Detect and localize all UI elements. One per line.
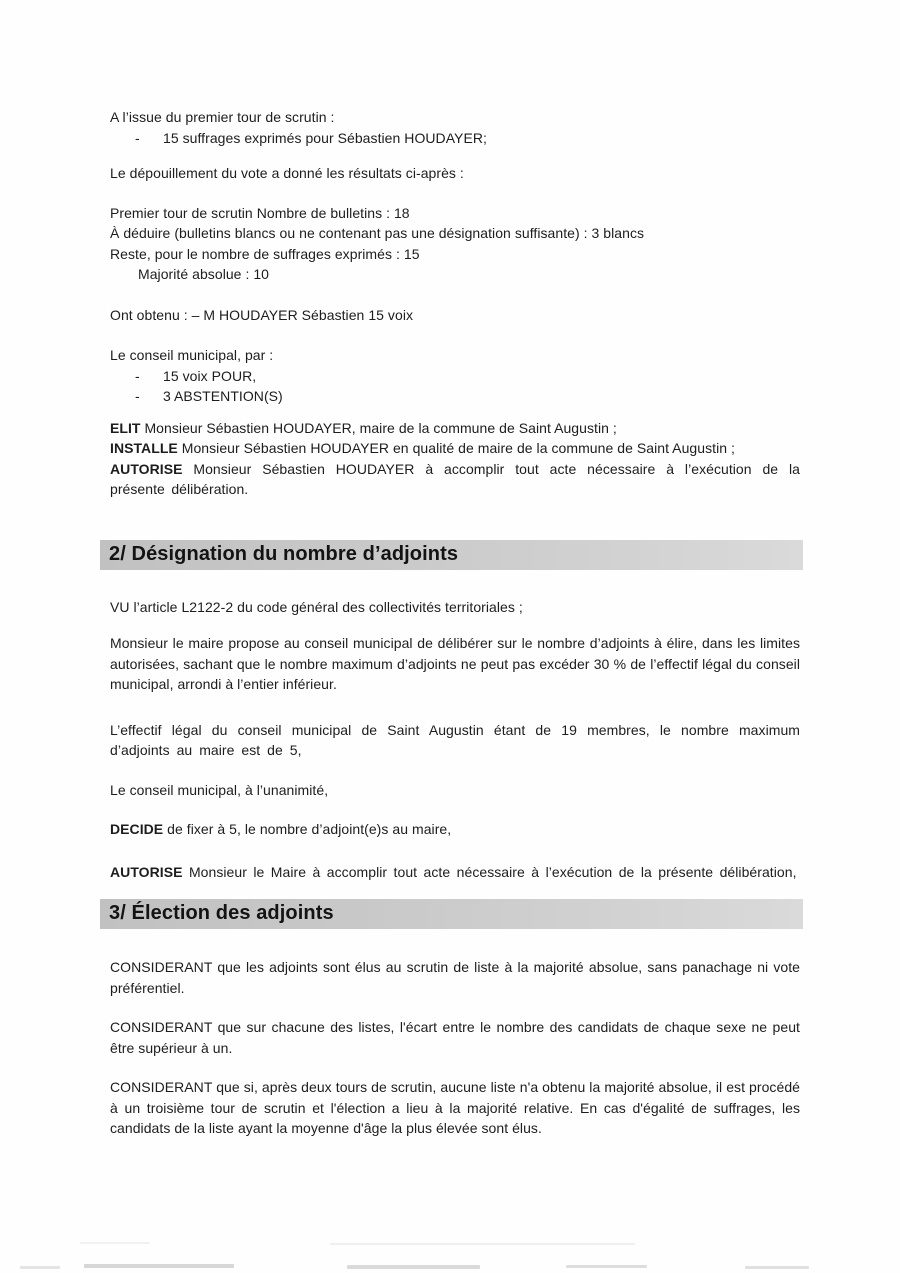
scan-smudge [330,1243,635,1245]
scan-smudge [80,1242,150,1244]
text-line: VU l’article L2122-2 du code général des collectivités territoriales ; [110,598,523,615]
decision-keyword: ELIT [110,419,141,436]
decision-keyword: INSTALLE [110,440,178,456]
paragraph-unanimite [110,780,800,801]
bullet-item [110,386,800,407]
decision-decide [110,819,800,840]
scan-edge-mark [347,1265,480,1269]
bullet-dash: - [135,129,140,146]
paragraph-ont-obtenu [110,305,800,326]
decision-text: Monsieur Sébastien HOUDAYER, maire de la commune de Saint Augustin ; [140,419,617,436]
text-line: Majorité absolue : 10 [138,266,270,282]
paragraph-vote [110,345,800,407]
decision-text: Monsieur Sébastien HOUDAYER en qualité de maire de la commune de Saint Augustin ; [177,440,735,456]
decision-keyword: AUTORISE [110,460,183,477]
paragraph-depouillement [110,163,800,184]
decision-keyword: DECIDE [110,821,164,837]
decision-keyword: AUTORISE [110,863,183,880]
decision-elit [110,418,800,439]
decision-text: Monsieur Sébastien HOUDAYER à accomplir tout acte nécessaire à l’exécution de la présente délibération. [110,460,800,497]
scan-edge-mark [20,1266,60,1269]
paragraph-effectif: L’effectif légal du conseil municipal de Saint Augustin étant de 19 membres, le nombre maximum d’adjoints au maire est de 5, [110,721,800,758]
paragraph-proposition: Monsieur le maire propose au conseil municipal de délibérer sur le nombre d’adjoints à élire, dans les limites autorisées, sachant que le nombre maximum d’adjoints ne peut pas excéder 30 % de l’effectif légal du conseil municipal, arrondi à l’entier inférieur. [110,635,800,692]
paragraph-considerant-1: CONSIDERANT que les adjoints sont élus au scrutin de liste à la majorité absolue, sans panachage ni vote préférentiel. [110,959,800,996]
text-line: Le conseil municipal, à l’unanimité, [110,781,329,798]
text-line: Premier tour de scrutin Nombre de bulletins : 18 [110,204,410,221]
bullet-item [110,128,800,149]
decision-autorise [110,459,800,500]
bullet-text: 3 ABSTENTION(S) [163,388,283,404]
bullet-dash: - [135,367,140,384]
bullet-text: 15 suffrages exprimés pour Sébastien HOUDAYER; [163,129,487,146]
text-line: Le conseil municipal, par : [110,347,274,363]
section-heading-3: 3/ Élection des adjoints [100,899,803,929]
paragraph-decisions [110,418,800,500]
paragraph-decide [110,819,800,840]
bullet-item [110,366,800,387]
document-content [110,0,800,1139]
paragraph-vu [110,597,800,618]
scan-edge-mark [566,1265,647,1268]
paragraph-considerant-2: CONSIDERANT que sur chacune des listes, l'écart entre le nombre des candidats de chaque sexe ne peut être supérieur à un. [110,1019,800,1056]
scan-edge-mark [84,1264,234,1268]
paragraph-autorise-2 [110,862,800,883]
bullet-text: 15 voix POUR, [163,367,257,384]
text-line: Le dépouillement du vote a donné les résultats ci-après : [110,165,464,181]
decision-installe [110,438,800,459]
text-line: À déduire (bulletins blancs ou ne contenant pas une désignation suffisante) : 3 blancs [110,225,645,241]
section-heading-2: 2/ Désignation du nombre d’adjoints [100,540,803,570]
text-line: A l’issue du premier tour de scrutin : [110,109,335,125]
paragraph-resultats [110,203,800,285]
decision-text: Monsieur le Maire à accomplir tout acte nécessaire à l’exécution de la présente délibération, [182,863,797,880]
scan-edge-mark [745,1266,809,1269]
text-line: Ont obtenu : – M HOUDAYER Sébastien 15 voix [110,306,414,323]
text-line: Reste, pour le nombre de suffrages exprimés : 15 [110,245,420,262]
bullet-dash: - [135,388,140,404]
paragraph-scrutin-intro [110,107,800,148]
paragraph-considerant-3: CONSIDERANT que si, après deux tours de scrutin, aucune liste n'a obtenu la majorité absolue, il est procédé à un troisième tour de scrutin et l'élection a lieu à la majorité relative. En cas d'égalité de suffrages, les candidats de la liste ayant la moyenne d'âge la plus élevée sont élus. [110,1079,800,1136]
decision-text: de fixer à 5, le nombre d’adjoint(e)s au maire, [163,821,452,837]
